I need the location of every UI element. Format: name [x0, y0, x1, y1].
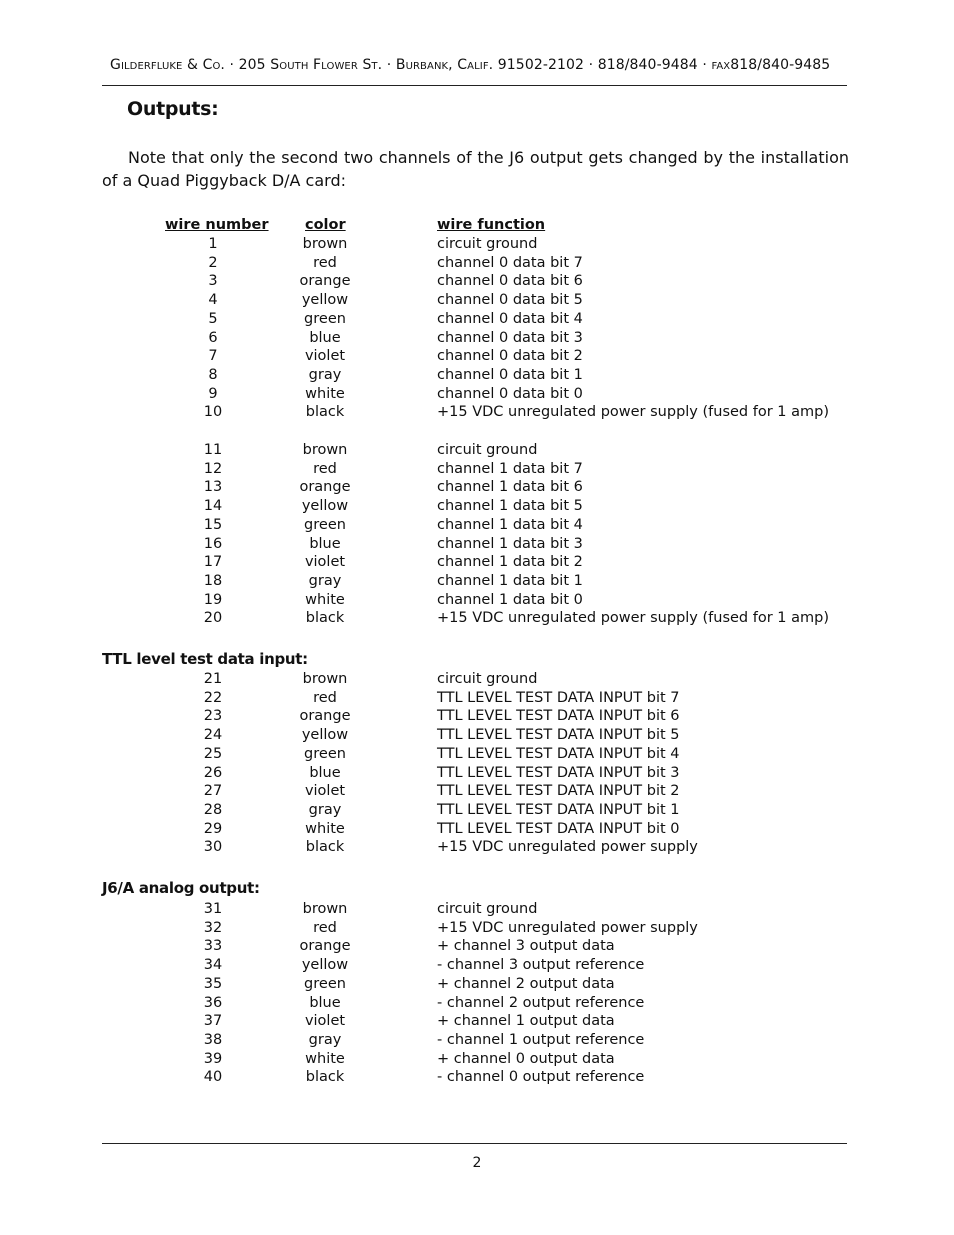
wire-function-cell: TTL LEVEL TEST DATA INPUT bit 0 — [437, 820, 680, 837]
wire-function-cell: channel 0 data bit 2 — [437, 348, 583, 365]
wire-function-cell: channel 1 data bit 1 — [437, 572, 583, 589]
wire-function-cell: + channel 0 output data — [437, 1050, 615, 1067]
table-row — [0, 385, 954, 404]
wire-function-cell: channel 1 data bit 3 — [437, 535, 583, 552]
table-row — [0, 782, 954, 801]
wire-number-cell: 17 — [203, 554, 223, 571]
table-row — [0, 310, 954, 329]
wire-function-cell: circuit ground — [437, 671, 538, 687]
wire-color-cell: blue — [309, 764, 341, 781]
wire-color-cell: orange — [299, 273, 351, 290]
table-row — [0, 366, 954, 385]
wire-function-cell: - channel 0 output reference — [437, 1069, 645, 1086]
wire-number-cell: 34 — [203, 957, 223, 974]
wire-number-cell: 21 — [203, 671, 223, 687]
table-row — [0, 572, 954, 591]
wire-number-cell: 1 — [208, 236, 218, 252]
page-number: 2 — [472, 1155, 482, 1171]
wire-color-cell: gray — [308, 801, 342, 818]
letterhead — [110, 57, 846, 73]
table-row — [0, 1012, 954, 1031]
wire-number-cell: 23 — [203, 708, 223, 725]
wire-color-cell: blue — [309, 535, 341, 552]
table-row — [0, 745, 954, 764]
section-heading: J6/A analog output: — [102, 879, 260, 897]
table-row — [0, 516, 954, 535]
wire-color-cell: brown — [302, 236, 348, 252]
wire-function-cell: channel 1 data bit 7 — [437, 460, 583, 477]
table-row — [0, 820, 954, 839]
wire-number-cell: 36 — [203, 994, 223, 1011]
wire-function-cell: channel 0 data bit 4 — [437, 310, 583, 327]
wire-function-cell: channel 0 data bit 6 — [437, 273, 583, 290]
table-row — [0, 956, 954, 975]
wire-number-cell: 10 — [203, 404, 223, 421]
wire-number-cell: 28 — [203, 801, 223, 818]
wire-number-cell: 13 — [203, 479, 223, 496]
wire-function-cell: +15 VDC unregulated power supply — [437, 919, 698, 936]
wire-function-cell: channel 0 data bit 7 — [437, 254, 583, 271]
wire-color-cell: violet — [304, 554, 346, 571]
wire-color-cell: red — [313, 254, 337, 271]
wire-function-cell: TTL LEVEL TEST DATA INPUT bit 1 — [437, 801, 680, 818]
wire-color-cell: yellow — [301, 292, 349, 309]
wire-color-cell: yellow — [301, 498, 349, 515]
wire-number-cell: 3 — [208, 273, 218, 290]
column-header-wire-function: wire function — [437, 217, 546, 233]
wire-number-cell: 6 — [208, 329, 218, 346]
wire-function-cell: circuit ground — [437, 236, 538, 252]
wire-number-cell: 11 — [203, 442, 223, 458]
wire-function-cell: channel 1 data bit 2 — [437, 554, 583, 571]
wire-function-cell: channel 1 data bit 5 — [437, 498, 583, 515]
wire-function-cell: TTL LEVEL TEST DATA INPUT bit 7 — [437, 689, 680, 706]
wire-number-cell: 7 — [208, 348, 218, 365]
wire-function-cell: channel 1 data bit 6 — [437, 479, 583, 496]
table-row — [0, 670, 954, 689]
wire-number-cell: 8 — [208, 366, 218, 383]
wire-number-cell: 27 — [203, 783, 223, 800]
table-row — [0, 937, 954, 956]
table-row — [0, 1031, 954, 1050]
table-row — [0, 801, 954, 820]
wire-function-cell: - channel 1 output reference — [437, 1031, 645, 1048]
wire-function-cell: TTL LEVEL TEST DATA INPUT bit 2 — [437, 783, 680, 800]
wire-number-cell: 38 — [203, 1031, 223, 1048]
table-row — [0, 689, 954, 708]
table-row — [0, 478, 954, 497]
wire-function-cell: + channel 1 output data — [437, 1013, 615, 1030]
table-row — [0, 291, 954, 310]
wire-function-cell: +15 VDC unregulated power supply (fused for 1 amp) — [437, 404, 829, 421]
wire-function-cell: TTL LEVEL TEST DATA INPUT bit 6 — [437, 708, 680, 725]
wire-function-cell: channel 1 data bit 0 — [437, 591, 583, 608]
wire-function-cell: - channel 3 output reference — [437, 957, 645, 974]
wire-number-cell: 24 — [203, 727, 223, 744]
wire-number-cell: 15 — [203, 516, 223, 533]
zip-code: 91502-2102 — [497, 57, 585, 73]
footer-divider — [102, 1143, 847, 1144]
fax-label: fax — [711, 57, 731, 73]
phone-number: 818/840-9484 — [597, 57, 698, 73]
wire-number-cell: 14 — [203, 498, 223, 515]
column-header-color: color — [305, 217, 346, 233]
wire-color-cell: white — [305, 385, 345, 402]
wire-number-cell: 37 — [203, 1013, 223, 1030]
wire-number-cell: 33 — [203, 938, 223, 955]
wire-function-cell: +15 VDC unregulated power supply — [437, 839, 698, 856]
wire-color-cell: orange — [299, 708, 351, 725]
city: Burbank, Calif. — [395, 57, 494, 73]
wire-color-cell: black — [305, 1069, 345, 1086]
wire-function-cell: TTL LEVEL TEST DATA INPUT bit 3 — [437, 764, 680, 781]
street-address: 205 South Flower St. — [238, 57, 383, 73]
table-row — [0, 975, 954, 994]
wire-color-cell: yellow — [301, 957, 349, 974]
wire-color-cell: green — [304, 310, 346, 327]
wire-color-cell: green — [304, 745, 346, 762]
wire-color-cell: violet — [304, 348, 346, 365]
wire-number-cell: 31 — [203, 901, 223, 917]
wire-number-cell: 20 — [203, 610, 223, 627]
table-row — [0, 609, 954, 628]
table-row — [0, 1050, 954, 1069]
wire-function-cell: channel 0 data bit 1 — [437, 366, 583, 383]
wire-function-cell: TTL LEVEL TEST DATA INPUT bit 4 — [437, 745, 680, 762]
table-row — [0, 919, 954, 938]
wire-color-cell: brown — [302, 442, 348, 458]
table-row — [0, 900, 954, 919]
wire-color-cell: gray — [308, 572, 342, 589]
table-row — [0, 707, 954, 726]
intro-paragraph: Note that only the second two channels of the J6 output gets changed by the installation of a Quad Piggyback D/A card: — [102, 148, 849, 190]
table-row — [0, 441, 954, 460]
wire-function-cell: + channel 3 output data — [437, 938, 615, 955]
wire-function-cell: +15 VDC unregulated power supply (fused for 1 amp) — [437, 610, 829, 627]
wire-color-cell: violet — [304, 783, 346, 800]
table-row — [0, 460, 954, 479]
wire-function-cell: channel 0 data bit 0 — [437, 385, 583, 402]
wire-function-cell: circuit ground — [437, 442, 538, 458]
table-row — [0, 329, 954, 348]
wire-number-cell: 26 — [203, 764, 223, 781]
wire-color-cell: violet — [304, 1013, 346, 1030]
wire-color-cell: yellow — [301, 727, 349, 744]
table-row — [0, 347, 954, 366]
wire-number-cell: 19 — [203, 591, 223, 608]
table-row — [0, 553, 954, 572]
wire-color-cell: blue — [309, 994, 341, 1011]
wire-color-cell: brown — [302, 901, 348, 917]
wire-function-cell: TTL LEVEL TEST DATA INPUT bit 5 — [437, 727, 680, 744]
wire-number-cell: 35 — [203, 975, 223, 992]
table-row — [0, 403, 954, 422]
wire-number-cell: 32 — [203, 919, 223, 936]
wire-color-cell: gray — [308, 1031, 342, 1048]
wire-color-cell: blue — [309, 329, 341, 346]
wire-color-cell: white — [305, 591, 345, 608]
table-row — [0, 726, 954, 745]
table-row — [0, 994, 954, 1013]
separator: · — [702, 57, 707, 73]
wire-color-cell: orange — [299, 938, 351, 955]
wire-number-cell: 40 — [203, 1069, 223, 1086]
wire-color-cell: green — [304, 975, 346, 992]
table-row — [0, 272, 954, 291]
wire-number-cell: 25 — [203, 745, 223, 762]
column-header-wire-number: wire number — [165, 217, 269, 233]
wire-color-cell: brown — [302, 671, 348, 687]
wire-color-cell: white — [305, 1050, 345, 1067]
table-row — [0, 254, 954, 273]
wire-color-cell: black — [305, 610, 345, 627]
wire-color-cell: white — [305, 820, 345, 837]
table-row — [0, 591, 954, 610]
wire-color-cell: orange — [299, 479, 351, 496]
table-row — [0, 764, 954, 783]
wire-number-cell: 2 — [208, 254, 218, 271]
wire-function-cell: + channel 2 output data — [437, 975, 615, 992]
wire-number-cell: 29 — [203, 820, 223, 837]
header-divider — [102, 85, 847, 86]
separator: · — [386, 57, 392, 73]
company-name: Gilderfluke & Co. — [110, 57, 225, 73]
wire-number-cell: 9 — [208, 385, 218, 402]
wire-number-cell: 4 — [208, 292, 218, 309]
wire-number-cell: 5 — [208, 310, 218, 327]
table-row — [0, 535, 954, 554]
fax-number: 818/840-9485 — [730, 57, 831, 73]
section-heading: TTL level test data input: — [102, 650, 308, 668]
separator: · — [588, 57, 594, 73]
table-row — [0, 497, 954, 516]
wire-number-cell: 22 — [203, 689, 223, 706]
wire-number-cell: 12 — [203, 460, 223, 477]
wire-function-cell: channel 1 data bit 4 — [437, 516, 583, 533]
table-row — [0, 838, 954, 857]
wire-color-cell: black — [305, 404, 345, 421]
wire-color-cell: red — [313, 919, 337, 936]
wire-function-cell: channel 0 data bit 5 — [437, 292, 583, 309]
wire-function-cell: channel 0 data bit 3 — [437, 329, 583, 346]
wire-color-cell: black — [305, 839, 345, 856]
wire-number-cell: 30 — [203, 839, 223, 856]
wire-number-cell: 18 — [203, 572, 223, 589]
table-row — [0, 235, 954, 254]
page-title: Outputs: — [127, 98, 219, 120]
wire-function-cell: circuit ground — [437, 901, 538, 917]
wire-function-cell: - channel 2 output reference — [437, 994, 645, 1011]
wire-color-cell: green — [304, 516, 346, 533]
separator: · — [229, 57, 235, 73]
wire-number-cell: 16 — [203, 535, 223, 552]
table-row — [0, 1068, 954, 1087]
wire-number-cell: 39 — [203, 1050, 223, 1067]
wire-color-cell: red — [313, 460, 337, 477]
wire-color-cell: gray — [308, 366, 342, 383]
wire-color-cell: red — [313, 689, 337, 706]
